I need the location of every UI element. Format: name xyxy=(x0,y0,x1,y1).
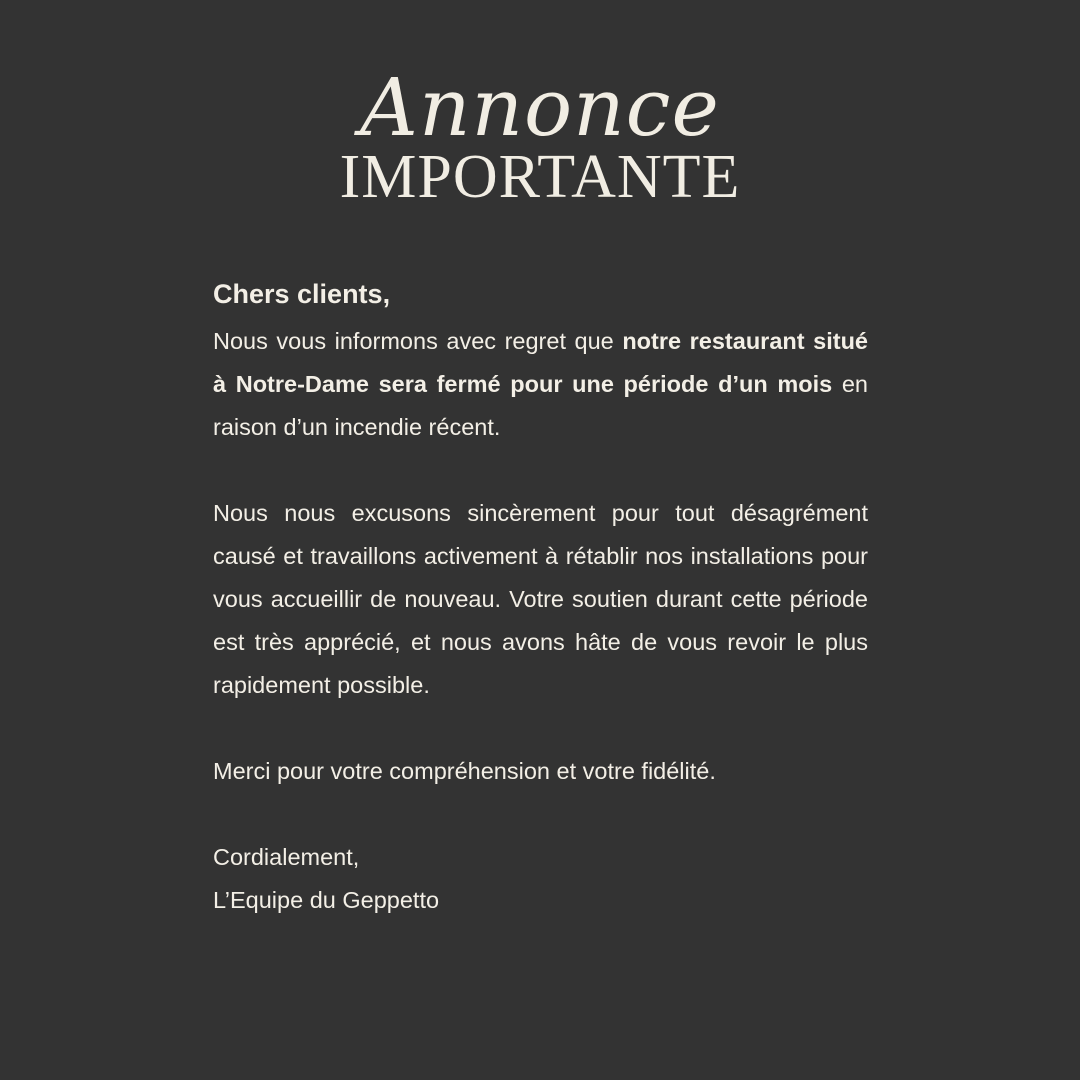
letter-body xyxy=(213,274,868,922)
spacer xyxy=(213,449,868,492)
signature: L’Equipe du Geppetto xyxy=(213,887,440,913)
title-annonce: Annonce xyxy=(360,61,720,154)
paragraph-closure-end: en raison d’un incendie récent. xyxy=(213,371,868,440)
paragraph-closure-start: Nous vous informons avec regret que xyxy=(213,328,623,354)
paragraph-thanks: Merci pour votre compréhension et votre fidélité. xyxy=(213,758,716,784)
spacer xyxy=(213,793,868,836)
paragraph-closure-emphasis: notre restaurant situé à Notre-Dame sera fermé pour une période d’un mois xyxy=(213,328,868,397)
title-importante: IMPORTANTE xyxy=(339,143,741,211)
paragraph-apology: Nous nous excusons sincèrement pour tout désagrément causé et travaillons activement à rétablir nos installations pour vous accueillir de nouveau. Votre soutien durant cette période est très apprécié, et nous avons hâte de vous revoir le plus rapidement possible. xyxy=(213,500,868,698)
spacer xyxy=(213,707,868,750)
closing: Cordialement, xyxy=(213,844,360,870)
paragraph-closure-notice xyxy=(213,320,868,449)
greeting: Chers clients, xyxy=(213,279,391,309)
